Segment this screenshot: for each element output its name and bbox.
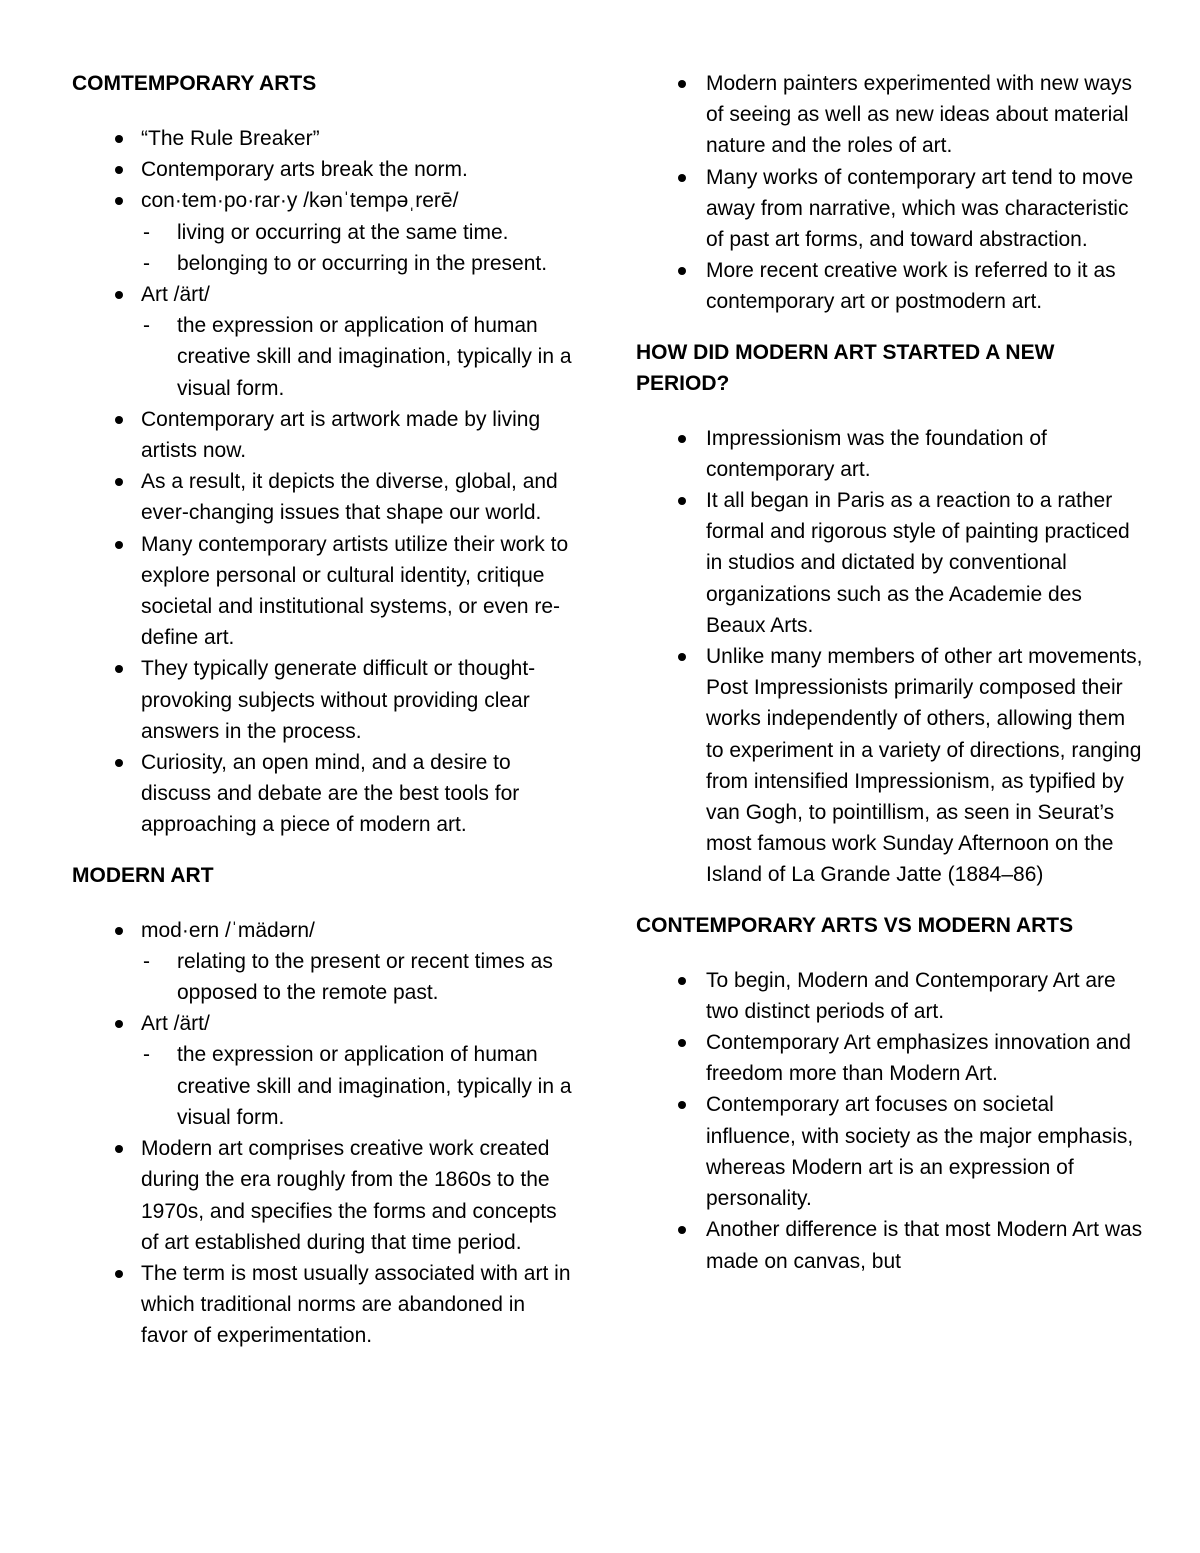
list-item — [636, 255, 1146, 317]
list-item-text: Many contemporary artists utilize their work to explore personal or cultural identity, critique societal and institutional systems, or even re-define art. — [141, 532, 569, 650]
list-item — [72, 915, 572, 1009]
list-item — [72, 185, 572, 279]
list-item — [72, 466, 572, 528]
list-item-text: To begin, Modern and Contemporary Art are two distinct periods of art. — [706, 968, 1116, 1023]
definition-list — [141, 217, 572, 279]
section-heading-contemporary-arts: COMTEMPORARY ARTS — [72, 72, 317, 95]
list-item-text: Contemporary art focuses on societal influence, with society as the major emphasis, whereas Modern art is an expression of personality. — [706, 1093, 1134, 1211]
contemporary-vs-modern-list — [636, 965, 1146, 1277]
left-column — [72, 68, 572, 1352]
list-item — [636, 1089, 1146, 1214]
list-item-text: The term is most usually associated with art in which traditional norms are abandoned in favor of experimentation. — [141, 1261, 571, 1348]
list-item-text: “The Rule Breaker” — [141, 127, 320, 150]
list-item-text: Modern art comprises creative work created during the era roughly from the 1860s to the 1970s, and specifies the forms and concepts of art established during that time period. — [141, 1137, 557, 1254]
list-item — [636, 641, 1146, 891]
definition-list — [141, 946, 572, 1008]
sub-item: - living or occurring at the same time. — [141, 217, 572, 248]
list-item — [636, 1214, 1146, 1276]
list-item — [72, 653, 572, 747]
list-item — [72, 1133, 572, 1258]
list-item — [636, 965, 1146, 1027]
list-item-text: con·tem·po·rar·y /kənˈtempəˌrerē/ — [141, 189, 459, 213]
how-modern-art-started-list — [636, 423, 1146, 891]
list-item-text: More recent creative work is referred to it as contemporary art or postmodern art. — [706, 259, 1116, 314]
list-item-text: Contemporary Art emphasizes innovation and freedom more than Modern Art. — [706, 1031, 1131, 1086]
list-item-text: It all began in Paris as a reaction to a rather formal and rigorous style of painting practiced in studios and dictated by conventional organizations such as the Academie des Beaux Arts. — [706, 489, 1130, 637]
list-item-text: Contemporary arts break the norm. — [141, 158, 468, 182]
modern-art-list — [72, 915, 572, 1352]
list-item-text: mod·ern /ˈmädərn/ — [141, 918, 315, 942]
definition-list — [141, 310, 572, 404]
section-heading-modern-art: MODERN ART — [72, 863, 214, 887]
list-item-text: Impressionism was the foundation of contemporary art. — [706, 426, 1047, 481]
list-item — [72, 747, 572, 841]
list-item — [72, 1258, 572, 1352]
list-item — [72, 123, 572, 154]
list-item — [636, 485, 1146, 641]
definition-list — [141, 1039, 572, 1133]
sub-item: - belonging to or occurring in the present. — [141, 248, 572, 279]
list-item — [72, 404, 572, 466]
list-item-text: Unlike many members of other art movements, Post Impressionists primarily composed their works independently of others, allowing them to experiment in a variety of directions, ranging from intensified Impressionism, as typified by van Gogh, to pointillism, as seen in Seurat’s most famous work Sunday Afternoon on the Island of La Grande Jatte (1884–86) — [706, 645, 1143, 887]
list-item — [636, 162, 1146, 256]
section-heading-contemporary-vs-modern: CONTEMPORARY ARTS VS MODERN ARTS — [636, 913, 1074, 937]
sub-item: - relating to the present or recent times as opposed to the remote past. — [141, 946, 572, 1008]
list-item-text: Many works of contemporary art tend to move away from narrative, which was characteristic of past art forms, and toward abstraction. — [706, 165, 1134, 252]
list-item-text: Modern painters experimented with new ways of seeing as well as new ideas about material nature and the roles of art. — [706, 72, 1133, 158]
sub-item: - the expression or application of human creative skill and imagination, typically in a visual form. — [141, 1039, 572, 1133]
list-item — [636, 68, 1146, 162]
list-item-text: Art /ärt/ — [141, 283, 210, 307]
sub-item: - the expression or application of human creative skill and imagination, typically in a visual form. — [141, 310, 572, 404]
list-item — [636, 423, 1146, 485]
list-item-text: Art /ärt/ — [141, 1012, 210, 1036]
list-item — [72, 1008, 572, 1133]
list-item — [72, 529, 572, 654]
modern-art-continued-list — [636, 68, 1146, 318]
list-item — [72, 279, 572, 404]
list-item — [636, 1027, 1146, 1089]
right-column — [636, 68, 1146, 1277]
contemporary-arts-list — [72, 123, 572, 841]
list-item-text: Contemporary art is artwork made by living artists now. — [141, 407, 541, 463]
list-item-text: As a result, it depicts the diverse, global, and ever-changing issues that shape our world. — [141, 470, 558, 525]
section-heading-how-modern-art-started: HOW DID MODERN ART STARTED A NEW PERIOD? — [636, 340, 1055, 395]
list-item — [72, 154, 572, 185]
list-item-text: Curiosity, an open mind, and a desire to discuss and debate are the best tools for approaching a piece of modern art. — [141, 751, 520, 837]
list-item-text: They typically generate difficult or thought-provoking subjects without providing clear answers in the process. — [141, 657, 536, 743]
list-item-text: Another difference is that most Modern Art was made on canvas, but — [706, 1218, 1143, 1273]
